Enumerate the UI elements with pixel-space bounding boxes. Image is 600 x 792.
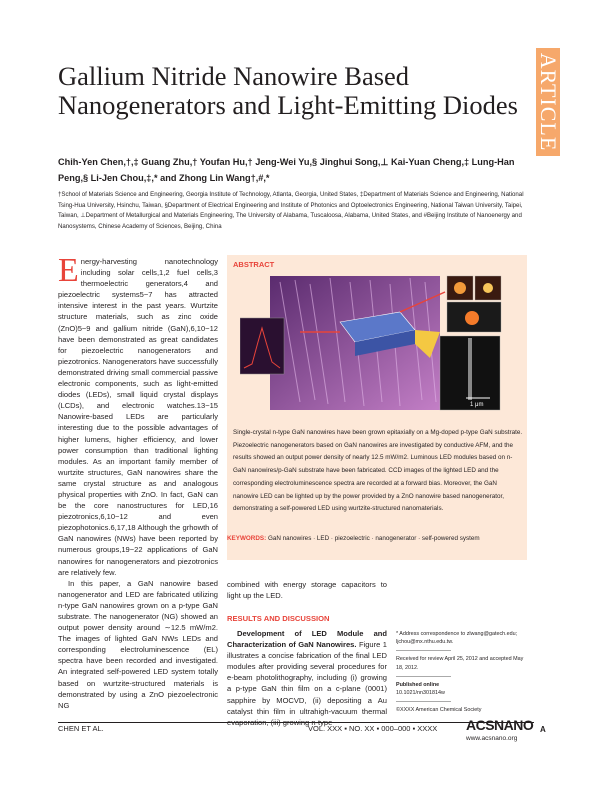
doi[interactable]: 10.1021/nn301814w xyxy=(396,690,445,697)
affiliations: †School of Materials Science and Engineering, Georgia Institute of Technology, Atlanta, Georgia, United States, ‡Department of Materials Science and Engineering, National Tsing-Hua University, Hsinchu, Taiwan, §Department of Electrical Engineering and Institute of Photonics and Optoelectronics Engineering, National Taiwan University, Taipei, Taiwan, ⊥Department of Metallurgical and Materials Engineering, The University of Alabama, Tuscaloosa, Alabama, United States, and #Beijing Institute of Nanoenergy and Nanosystems, Chinese Academy of Sciences, Beijing, China xyxy=(58,191,524,230)
ccd-glow xyxy=(454,282,466,294)
results-heading: RESULTS AND DISCUSSION xyxy=(227,614,330,623)
paper-title: Gallium Nitride Nanowire Based Nanogenerators and Light-Emitting Diodes xyxy=(58,61,518,120)
keywords-label: KEYWORDS: xyxy=(227,535,267,542)
author-list: Chih-Yen Chen,†,‡ Guang Zhu,† Youfan Hu,† Jeng-Wei Yu,§ Jinghui Song,⊥ Kai-Yuan Cheng,‡ Lung-Han Peng,§ Li-Jen Chou,‡,* and Zhong Lin Wang†,#,* xyxy=(58,157,515,183)
ccd-glow xyxy=(465,311,479,325)
col2-continuation-text: combined with energy storage capacitors to light up the LED. xyxy=(227,580,387,601)
journal-url[interactable]: www.acsnano.org xyxy=(466,735,518,742)
published-label: Published online xyxy=(396,681,440,688)
results-subheading: Development of LED Module and Characterization of GaN Nanowires. xyxy=(227,629,387,650)
keywords-list: GaN nanowires · LED · piezoelectric · nanogenerator · self-powered system xyxy=(267,535,480,542)
footer-running-head: CHEN ET AL. xyxy=(58,724,104,733)
col2-continuation xyxy=(227,579,387,601)
results-paragraph: Figure 1 illustrates a concise fabrication of the final LED modules after providing several procedures for e-beam photolithography, including (i) growing a p-type GaN thin film on a c-plane (0001) sapphire by MOCVD, (ii) depositing a Au catalyst thin film in ultrahigh-vacuum thermal evaporation, (iii) growing n-type xyxy=(227,640,387,727)
intro-column xyxy=(58,252,218,711)
sidebar-notes xyxy=(396,630,531,714)
footer-rule xyxy=(58,722,534,723)
intro-paragraph-1: nergy-harvesting nanotechnology including solar cells,1,2 fuel cells,3 thermoelectric generators,4 and piezoelectric systems5−7 has attracted intensive interest in the past years. Wurtzite structure materials, such as zinc oxide (ZnO)5−9 and gallium nitride (GaN),6,10−12 have been demonstrated as great candidates for piezoelectric nanogenerators and piezotronics. Nanogenerators have successfully demonstrated driving small commercial passive electronic components, such as light-emitted diodes (LEDs), small liquid crystal displays (LCDs), and electronic watches.13−15 Nanowire-based LEDs are particularly interesting due to the possible advantages of higher lumens, higher efficiency, and lower power consumption than traditional lighting modules. As an important family member of wurtzite structures, GaN nanowires share the same crystal structure as and analogous physical properties with ZnO. In fact, GaN can be the core nanostructures for LED,16 piezotronics,6,10−12 and even piezophotonics.6,17,18 Although the grhowth of GaN nanowires (NWs) have been reported by numerous groups,19−22 applications of GaN nanowires for nanogenerators and piezotronics are relatively few. xyxy=(58,257,218,577)
results-column xyxy=(227,628,387,728)
copyright: ©XXXX American Chemical Society xyxy=(396,707,482,714)
article-tab-label: ARTICLE xyxy=(536,52,561,152)
scale-label: 1 μm xyxy=(470,402,484,408)
drop-cap: E xyxy=(58,252,79,289)
page-number: A xyxy=(540,725,546,734)
ccd-glow xyxy=(483,283,493,293)
journal-logo: ACSNANO xyxy=(466,717,534,733)
abstract-graphic xyxy=(240,272,502,414)
keywords xyxy=(227,534,522,543)
abstract-heading: ABSTRACT xyxy=(233,260,275,269)
received-dates: Received for review April 25, 2012 and accepted May 18, 2012. xyxy=(396,656,524,671)
article-side-tab xyxy=(536,48,560,156)
correspondence: * Address correspondence to zlwang@gatech.edu; ljchou@mx.nthu.edu.tw. xyxy=(396,631,518,646)
footer-volume: VOL. XXX ▪ NO. XX ▪ 000–000 ▪ XXXX xyxy=(308,724,438,733)
abstract-text: Single-crystal n-type GaN nanowires have been grown epitaxially on a Mg-doped p-type GaN substrate. Piezoelectric nanogenerators based on GaN nanowires are investigated by conductive AFM, and the results showed an output power density of nearly 12.5 mW/m2. Luminous LED modules based on n-GaN nanowires/p-GaN substrate have been fabricated. CCD images of the lighted LED and the corresponding electroluminescence spectra are recorded at a forward bias. Moreover, the GaN nanowire LED can be lighted up by the power provided by a ZnO nanowire based nanogenerator, demonstrating a self-powered LED using wurtzite-structured nanomaterials. xyxy=(233,429,523,513)
intro-paragraph-2: In this paper, a GaN nanowire based nanogenerator and LED are fabricated utilizing n-type GaN nanowires grown on a p-type GaN substrate. The nanogenerator (NG) showed an output power density around ∼12.5 mW/m2. The images of lighted GaN NWs LEDs and corresponding electroluminescence (EL) spectra have been recorded and investigated. An integrated self-powered LED system totally based on wurtzite-structured materials is demonstrated by using a ZnO piezoelectronic NG xyxy=(58,578,218,710)
